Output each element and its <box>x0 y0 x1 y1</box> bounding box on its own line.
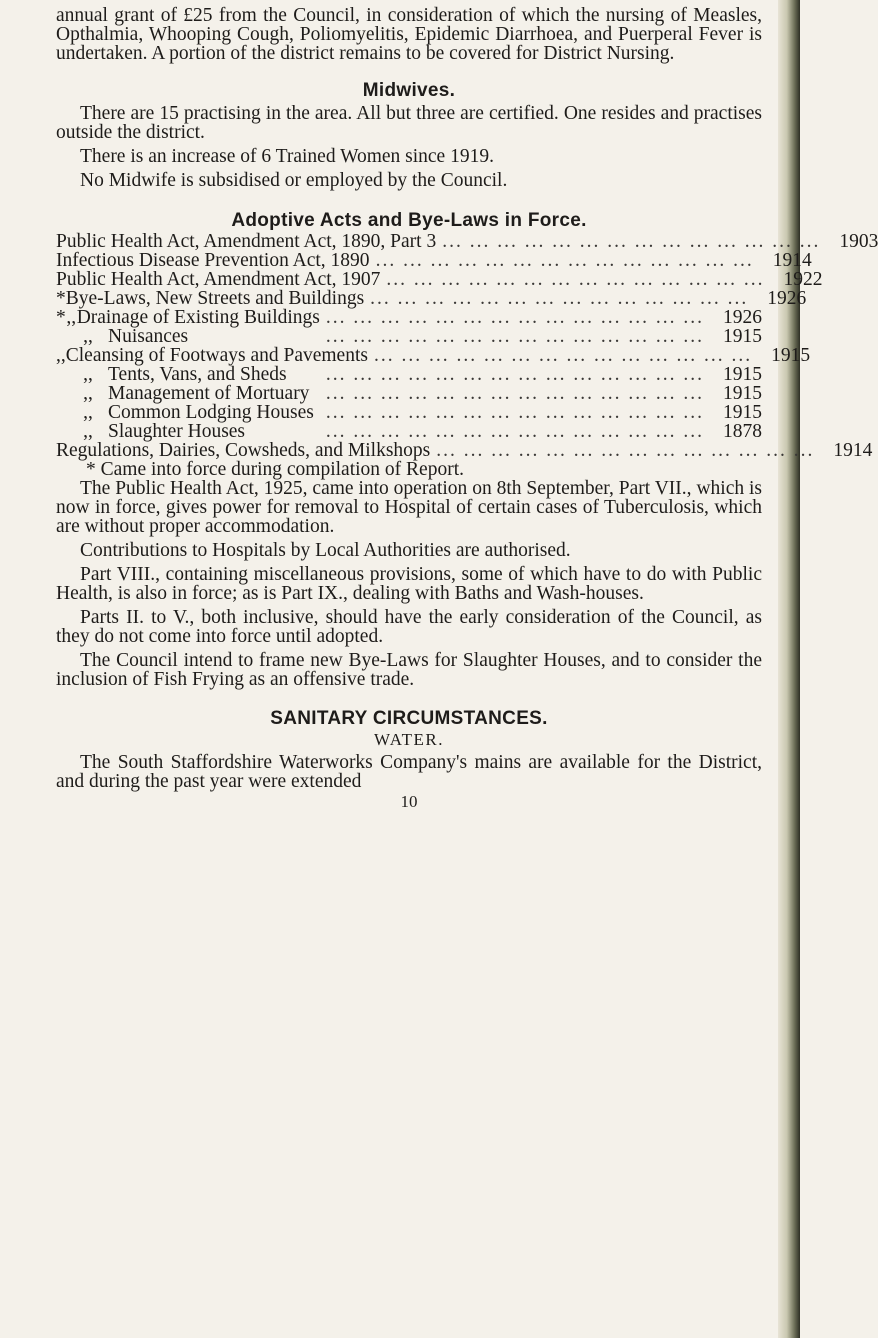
act-leader-dots: ... ... ... ... ... ... ... ... ... ... ... ... ... ... <box>325 402 704 423</box>
adoptive-acts-footnote: * Came into force during compilation of Report. <box>86 459 464 480</box>
page-edge-shadow <box>778 0 800 1338</box>
act-title: Regulations, Dairies, Cowsheds, and Milkshops <box>56 440 431 461</box>
act-year: 1914 <box>772 250 812 271</box>
act-title: Common Lodging Houses <box>108 402 314 423</box>
act-leader-dots: ... ... ... ... ... ... ... ... ... ... ... ... ... ... <box>325 307 704 328</box>
act-title: Nuisances <box>108 326 189 347</box>
adoptive-acts-heading: Adoptive Acts and Bye-Laws in Force. <box>231 210 587 231</box>
midwives-paragraph-2: There is an increase of 6 Trained Women since 1919. <box>80 146 494 167</box>
act-leader-dots: ... ... ... ... ... ... ... ... ... ... ... ... ... ... <box>373 345 753 366</box>
act-row <box>56 403 762 422</box>
paragraph-part-viii: Part VIII., containing miscellaneous provisions, some of which have to do with Public Health, is also in force; as is Part IX., dealing with Baths and Wash-houses. <box>56 564 762 604</box>
act-row <box>56 250 812 271</box>
midwives-paragraph-3: No Midwife is subsidised or employed by the Council. <box>80 170 508 191</box>
sanitary-heading: SANITARY CIRCUMSTANCES. <box>270 708 548 729</box>
paragraph-public-health-act: The Public Health Act, 1925, came into operation on 8th September, Part VII., which is now in force, gives power for removal to Hospital of certain cases of Tuberculosis, which are without proper accommodation. <box>56 478 762 537</box>
act-footnote-marker: * <box>56 288 66 309</box>
act-row <box>56 440 873 461</box>
act-ditto-mark: ,, <box>83 364 93 385</box>
act-row <box>56 365 762 384</box>
page-number: 10 <box>400 792 418 811</box>
act-year: 1914 <box>833 440 873 461</box>
act-ditto-mark: ,, <box>56 345 66 366</box>
act-row <box>56 231 878 252</box>
act-ditto-mark: ,, <box>83 421 93 442</box>
act-row <box>56 345 811 366</box>
act-year: 1926 <box>767 288 807 309</box>
intro-paragraph: annual grant of £25 from the Council, in consideration of which the nursing of Measles, Opthalmia, Whooping Cough, Poliomyelitis, Epidemic Diarrhoea, and Puerperal Fever is undertaken. A portion of the district remains to be covered for District Nursing. <box>56 5 762 64</box>
act-ditto-mark: ,, <box>66 307 77 328</box>
act-row <box>56 327 762 346</box>
act-year: 1878 <box>723 421 762 442</box>
adoptive-acts-table <box>56 231 878 461</box>
act-leader-dots: ... ... ... ... ... ... ... ... ... ... ... ... ... ... <box>375 250 754 271</box>
act-leader-dots: ... ... ... ... ... ... ... ... ... ... ... ... ... ... <box>370 288 749 309</box>
act-year: 1915 <box>723 383 762 404</box>
act-leader-dots: ... ... ... ... ... ... ... ... ... ... ... ... ... ... <box>325 364 704 385</box>
act-footnote-marker: * <box>56 307 66 328</box>
act-title: Infectious Disease Prevention Act, 1890 <box>56 250 370 271</box>
act-title: Bye-Laws, New Streets and Buildings <box>65 288 365 309</box>
act-leader-dots: ... ... ... ... ... ... ... ... ... ... ... ... ... ... <box>325 383 704 404</box>
act-title: Drainage of Existing Buildings <box>76 307 320 328</box>
act-ditto-mark: ,, <box>83 326 93 347</box>
act-row <box>56 384 762 403</box>
act-leader-dots: ... ... ... ... ... ... ... ... ... ... ... ... ... ... <box>325 326 704 347</box>
midwives-heading: Midwives. <box>362 80 456 101</box>
paragraph-parts-ii-v: Parts II. to V., both inclusive, should have the early consideration of the Council, as they do not come into force until adopted. <box>56 607 762 647</box>
act-year: 1903 <box>839 231 878 252</box>
act-row <box>56 308 762 327</box>
paragraph-bye-laws: The Council intend to frame new Bye-Laws for Slaughter Houses, and to consider the inclusion of Fish Frying as an offensive trade. <box>56 650 762 690</box>
act-title: Public Health Act, Amendment Act, 1907 <box>56 269 381 290</box>
act-ditto-mark: ,, <box>83 383 93 404</box>
act-title: Slaughter Houses <box>108 421 246 442</box>
act-year: 1915 <box>771 345 811 366</box>
act-row <box>56 288 807 309</box>
act-row <box>56 269 823 290</box>
act-title: Cleansing of Footways and Pavements <box>65 345 368 366</box>
page-content <box>56 5 878 811</box>
act-title: Public Health Act, Amendment Act, 1890, Part 3 <box>56 231 437 252</box>
act-year: 1915 <box>723 326 762 347</box>
act-leader-dots: ... ... ... ... ... ... ... ... ... ... ... ... ... ... <box>325 421 704 442</box>
act-row <box>56 422 762 441</box>
act-leader-dots: ... ... ... ... ... ... ... ... ... ... ... ... ... ... <box>386 269 765 290</box>
act-year: 1915 <box>723 364 762 385</box>
act-leader-dots: ... ... ... ... ... ... ... ... ... ... ... ... ... ... <box>442 231 821 252</box>
act-year: 1915 <box>723 402 762 423</box>
act-ditto-mark: ,, <box>83 402 93 423</box>
water-paragraph: The South Staffordshire Waterworks Company's mains are available for the District, and during the past year were extended <box>56 752 762 792</box>
water-subheading: WATER. <box>374 730 444 749</box>
act-title: Tents, Vans, and Sheds <box>108 364 287 385</box>
act-year: 1922 <box>783 269 823 290</box>
act-title: Management of Mortuary <box>108 383 310 404</box>
act-leader-dots: ... ... ... ... ... ... ... ... ... ... ... ... ... ... <box>436 440 815 461</box>
midwives-paragraph-1: There are 15 practising in the area. All but three are certified. One resides and practises outside the district. <box>56 103 762 143</box>
act-year: 1926 <box>723 307 762 328</box>
paragraph-contributions: Contributions to Hospitals by Local Authorities are authorised. <box>80 540 571 561</box>
